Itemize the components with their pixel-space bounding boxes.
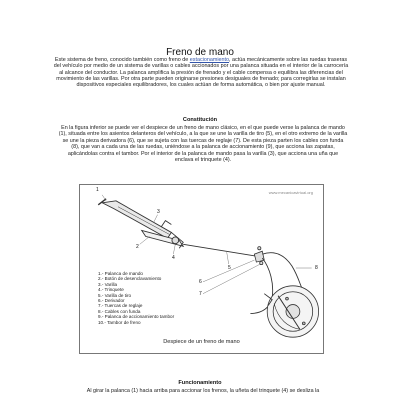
lever-assembly: [98, 199, 183, 248]
intro-text-end: , actúa mecánicamente sobre las ruedas traseras del vehículo por medio de un sistema de varillas o cables accionados por una palanca situada en el interior de la carrocería al alcance del conductor. La palanca amplifica la presión de frenado y el cable compensa o equilibra las diferencias del movimiento de las varillas. Por otra parte pueden originarse presiones desiguales de frenado; para corregirlas se instalan dispositivos especiales equilibradores, los cuales actúan de forma automática, o bien por ajuste manual.: [53, 57, 349, 89]
callout-2: 2: [136, 244, 139, 250]
funcionamiento-heading: Funcionamiento: [178, 380, 222, 386]
figure-caption: Despiece de un freno de mano: [163, 339, 240, 345]
legend-item: 3.- Varilla: [98, 281, 118, 287]
funcionamiento-paragraph: Al girar la palanca (1) hacia arriba para accionar los frenos, la uñeta del trinquete (4) se desliza la: [86, 388, 320, 394]
intro-text-start: Este sistema de freno, conocido también como freno de: [54, 57, 190, 63]
handbrake-diagram: [80, 185, 323, 353]
legend-item: 5.- Varilla de tiro: [98, 292, 132, 298]
equalizer: [254, 247, 264, 265]
callout-7: 7: [199, 291, 202, 297]
callout-3: 3: [157, 209, 160, 215]
constitucion-heading: Constitución: [182, 117, 218, 123]
legend-item: 7.- Tuercas de reglaje: [98, 303, 143, 309]
legend-item: 1.- Palanca de mando: [98, 271, 143, 276]
estacionamiento-link[interactable]: estacionamiento: [189, 57, 230, 63]
pull-rod: [183, 244, 256, 256]
legend-item: 2.- Botón de desenclavamiento: [98, 276, 162, 282]
legend-item: 8.- Cables con funda: [98, 308, 141, 314]
parts-legend: [98, 271, 174, 325]
callout-6: 6: [199, 279, 202, 285]
callout-8: 8: [315, 265, 318, 271]
legend-item: 4.- Trinquete: [98, 287, 124, 293]
handbrake-exploded-figure: [79, 184, 324, 354]
callout-1: 1: [96, 187, 99, 193]
legend-item: 6.- Derivador: [98, 298, 125, 304]
legend-item: 10.- Tambor de freno: [98, 319, 141, 325]
legend-item: 9.- Palanca de accionamiento tambor: [98, 314, 175, 320]
intro-paragraph: [52, 57, 350, 88]
source-watermark: www.mecanicavirtual.org: [268, 190, 313, 195]
page-title: Freno de mano: [166, 47, 234, 58]
constitucion-paragraph: En la figura inferior se puede ver el despiece de un freno de mano clásico, en el que puede verse la palanca de mando (1), situada entre los asientos delanteros del vehículo, a la que se une la varilla de tiro (5), en el otro extremo de la varilla se une la pieza derivadora (6), que se sujeta con las tuercas de reglaje (7). De esta pieza parten los cables con funda (8), que van a cada una de las ruedas, uniéndose a la palanca de accionamiento (9), que acciona las zapatas, aplicándolas contra el tambor. Por el interior de la palanca de mando pasa la varilla (3), que acciona una uña que enclava el trinquete (4).: [58, 125, 348, 164]
callout-5: 5: [228, 265, 231, 271]
callout-4: 4: [172, 255, 175, 261]
